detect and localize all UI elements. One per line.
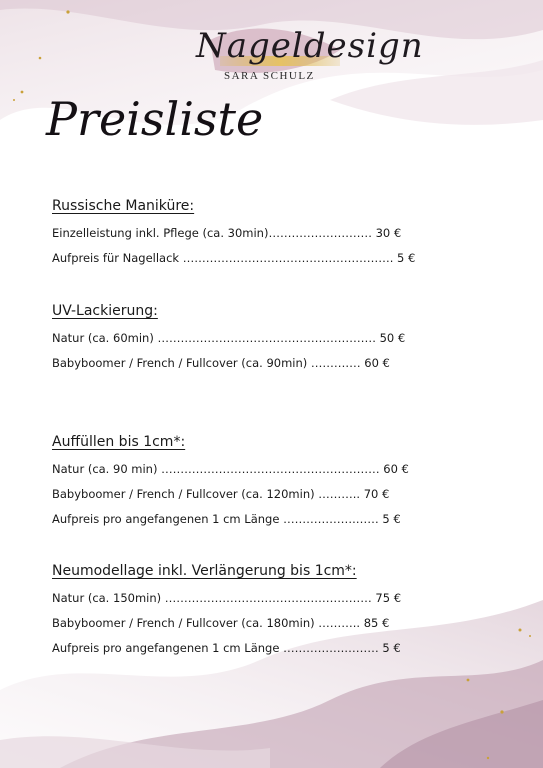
section-auffuellen <box>52 434 472 537</box>
brand-logo <box>190 18 424 98</box>
price-row: Einzelleistung inkl. Pflege (ca. 30min)……………………… 30 € <box>52 226 402 240</box>
price-row: Natur (ca. 150min) ……………………………………………… 75 € <box>52 591 402 605</box>
section-russische-manikuere <box>52 198 472 276</box>
price-row: Babyboomer / French / Fullcover (ca. 180min) ……….. 85 € <box>52 616 390 630</box>
section-heading: Auffüllen bis 1cm*: <box>52 434 186 450</box>
section-uv-lackierung <box>52 303 472 381</box>
price-row: Aufpreis für Nagellack ………………………………………………. 5 € <box>52 251 416 265</box>
section-heading: Russische Maniküre: <box>52 198 195 214</box>
price-row: Babyboomer / French / Fullcover (ca. 120min) ……….. 70 € <box>52 487 390 501</box>
section-heading: UV-Lackierung: <box>52 303 158 319</box>
page-title: Preisliste <box>46 92 264 146</box>
section-neumodellage <box>52 563 472 666</box>
logo-script-text: Nageldesign <box>196 26 424 66</box>
price-row: Natur (ca. 60min) ………………………………………………… 50 € <box>52 331 406 345</box>
section-heading: Neumodellage inkl. Verlängerung bis 1cm*: <box>52 563 357 579</box>
price-row: Aufpreis pro angefangenen 1 cm Länge …………….……… 5 € <box>52 641 401 655</box>
price-row: Aufpreis pro angefangenen 1 cm Länge ……………….…… 5 € <box>52 512 401 526</box>
price-row: Natur (ca. 90 min) ………………………………………………… 60 € <box>52 462 409 476</box>
price-row: Babyboomer / French / Fullcover (ca. 90min) ……….… 60 € <box>52 356 390 370</box>
logo-subtitle: SARA SCHULZ <box>224 70 315 82</box>
